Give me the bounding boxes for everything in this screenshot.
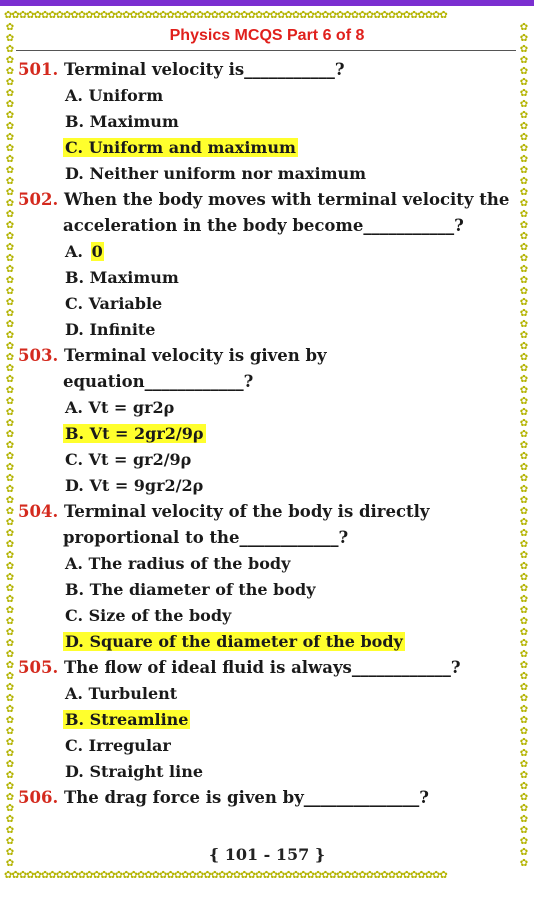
question [18, 343, 518, 395]
answer-option [18, 733, 518, 759]
question-text: Terminal velocity of the body is directly [63, 502, 430, 521]
option-text: B. Maximum [65, 112, 179, 131]
question [18, 187, 518, 239]
question [18, 785, 518, 811]
option-text: A. Turbulent [65, 684, 178, 703]
option-text: B. Vt = 2gr2/9ρ [65, 424, 204, 443]
answer-option [18, 603, 518, 629]
question-text: Terminal velocity is given by [63, 346, 327, 365]
question-text: The drag force is given by______________? [63, 788, 429, 807]
option-text: B. Streamline [65, 710, 189, 729]
option-text: B. The diameter of the body [65, 580, 316, 599]
answer-option-correct [18, 629, 518, 655]
answer-option [18, 265, 518, 291]
option-text: C. Irregular [65, 736, 171, 755]
mcq-list [18, 57, 518, 811]
question-number: 504. [18, 502, 59, 521]
answer-option [18, 447, 518, 473]
answer-option [18, 83, 518, 109]
page-range-footer: { 101 - 157 } [208, 845, 326, 864]
question-number: 501. [18, 60, 59, 79]
answer-option [18, 395, 518, 421]
option-highlighted-value: 0 [91, 242, 103, 261]
option-text: C. Uniform and maximum [65, 138, 296, 157]
question-text: When the body moves with terminal velocity the [63, 190, 510, 209]
question-text: Terminal velocity is___________? [63, 60, 345, 79]
question-number: 502. [18, 190, 59, 209]
option-text: A. The radius of the body [65, 554, 291, 573]
star-border-top: ✿✿✿✿✿✿✿✿✿✿✿✿✿✿✿✿✿✿✿✿✿✿✿✿✿✿✿✿✿✿✿✿✿✿✿✿✿✿✿✿✿✿✿✿✿✿✿✿✿✿✿✿✿✿✿✿✿✿✿✿ [4, 10, 447, 21]
answer-option [18, 161, 518, 187]
page-title: Physics MCQS Part 6 of 8 [169, 27, 365, 44]
answer-option-correct [18, 421, 518, 447]
option-text: A. Uniform [65, 86, 164, 105]
star-border-bottom: ✿✿✿✿✿✿✿✿✿✿✿✿✿✿✿✿✿✿✿✿✿✿✿✿✿✿✿✿✿✿✿✿✿✿✿✿✿✿✿✿✿✿✿✿✿✿✿✿✿✿✿✿✿✿✿✿✿✿✿✿ [4, 870, 447, 881]
answer-option-correct [18, 135, 518, 161]
question-text-continued: acceleration in the body become___________? [63, 216, 464, 235]
question-text-continued: proportional to the____________? [63, 528, 349, 547]
star-border-left: ✿✿✿✿✿✿✿✿✿✿✿✿✿✿✿✿✿✿✿✿✿✿✿✿✿✿✿✿✿✿✿✿✿✿✿✿✿✿✿✿✿✿✿✿✿✿✿✿✿✿✿✿✿✿✿✿✿✿✿✿✿✿✿✿✿✿✿✿✿✿✿✿✿✿✿✿✿ [5, 22, 15, 869]
option-text: B. Maximum [65, 268, 179, 287]
answer-option [18, 759, 518, 785]
option-text: D. Neither uniform nor maximum [65, 164, 367, 183]
question-number: 503. [18, 346, 59, 365]
top-color-bar [0, 0, 534, 6]
option-text: D. Infinite [65, 320, 156, 339]
option-text: D. Vt = 9gr2/2ρ [65, 476, 204, 495]
question-number: 505. [18, 658, 59, 677]
answer-option [18, 317, 518, 343]
option-text: D. Square of the diameter of the body [65, 632, 403, 651]
option-text: C. Size of the body [65, 606, 232, 625]
title-divider [16, 50, 516, 51]
question [18, 499, 518, 551]
answer-option [18, 291, 518, 317]
option-text: A. [65, 242, 89, 261]
question-text-continued: equation____________? [63, 372, 254, 391]
question-number: 506. [18, 788, 59, 807]
option-text: D. Straight line [65, 762, 204, 781]
option-text: C. Vt = gr2/9ρ [65, 450, 192, 469]
star-border-right: ✿✿✿✿✿✿✿✿✿✿✿✿✿✿✿✿✿✿✿✿✿✿✿✿✿✿✿✿✿✿✿✿✿✿✿✿✿✿✿✿✿✿✿✿✿✿✿✿✿✿✿✿✿✿✿✿✿✿✿✿✿✿✿✿✿✿✿✿✿✿✿✿✿✿✿✿✿ [519, 22, 529, 869]
option-text: C. Variable [65, 294, 163, 313]
answer-option-correct [18, 707, 518, 733]
answer-option [18, 239, 518, 265]
option-text: A. Vt = gr2ρ [65, 398, 175, 417]
question [18, 655, 518, 681]
answer-option [18, 109, 518, 135]
question [18, 57, 518, 83]
answer-option [18, 577, 518, 603]
question-text: The flow of ideal fluid is always____________? [63, 658, 461, 677]
answer-option [18, 681, 518, 707]
answer-option [18, 473, 518, 499]
answer-option [18, 551, 518, 577]
